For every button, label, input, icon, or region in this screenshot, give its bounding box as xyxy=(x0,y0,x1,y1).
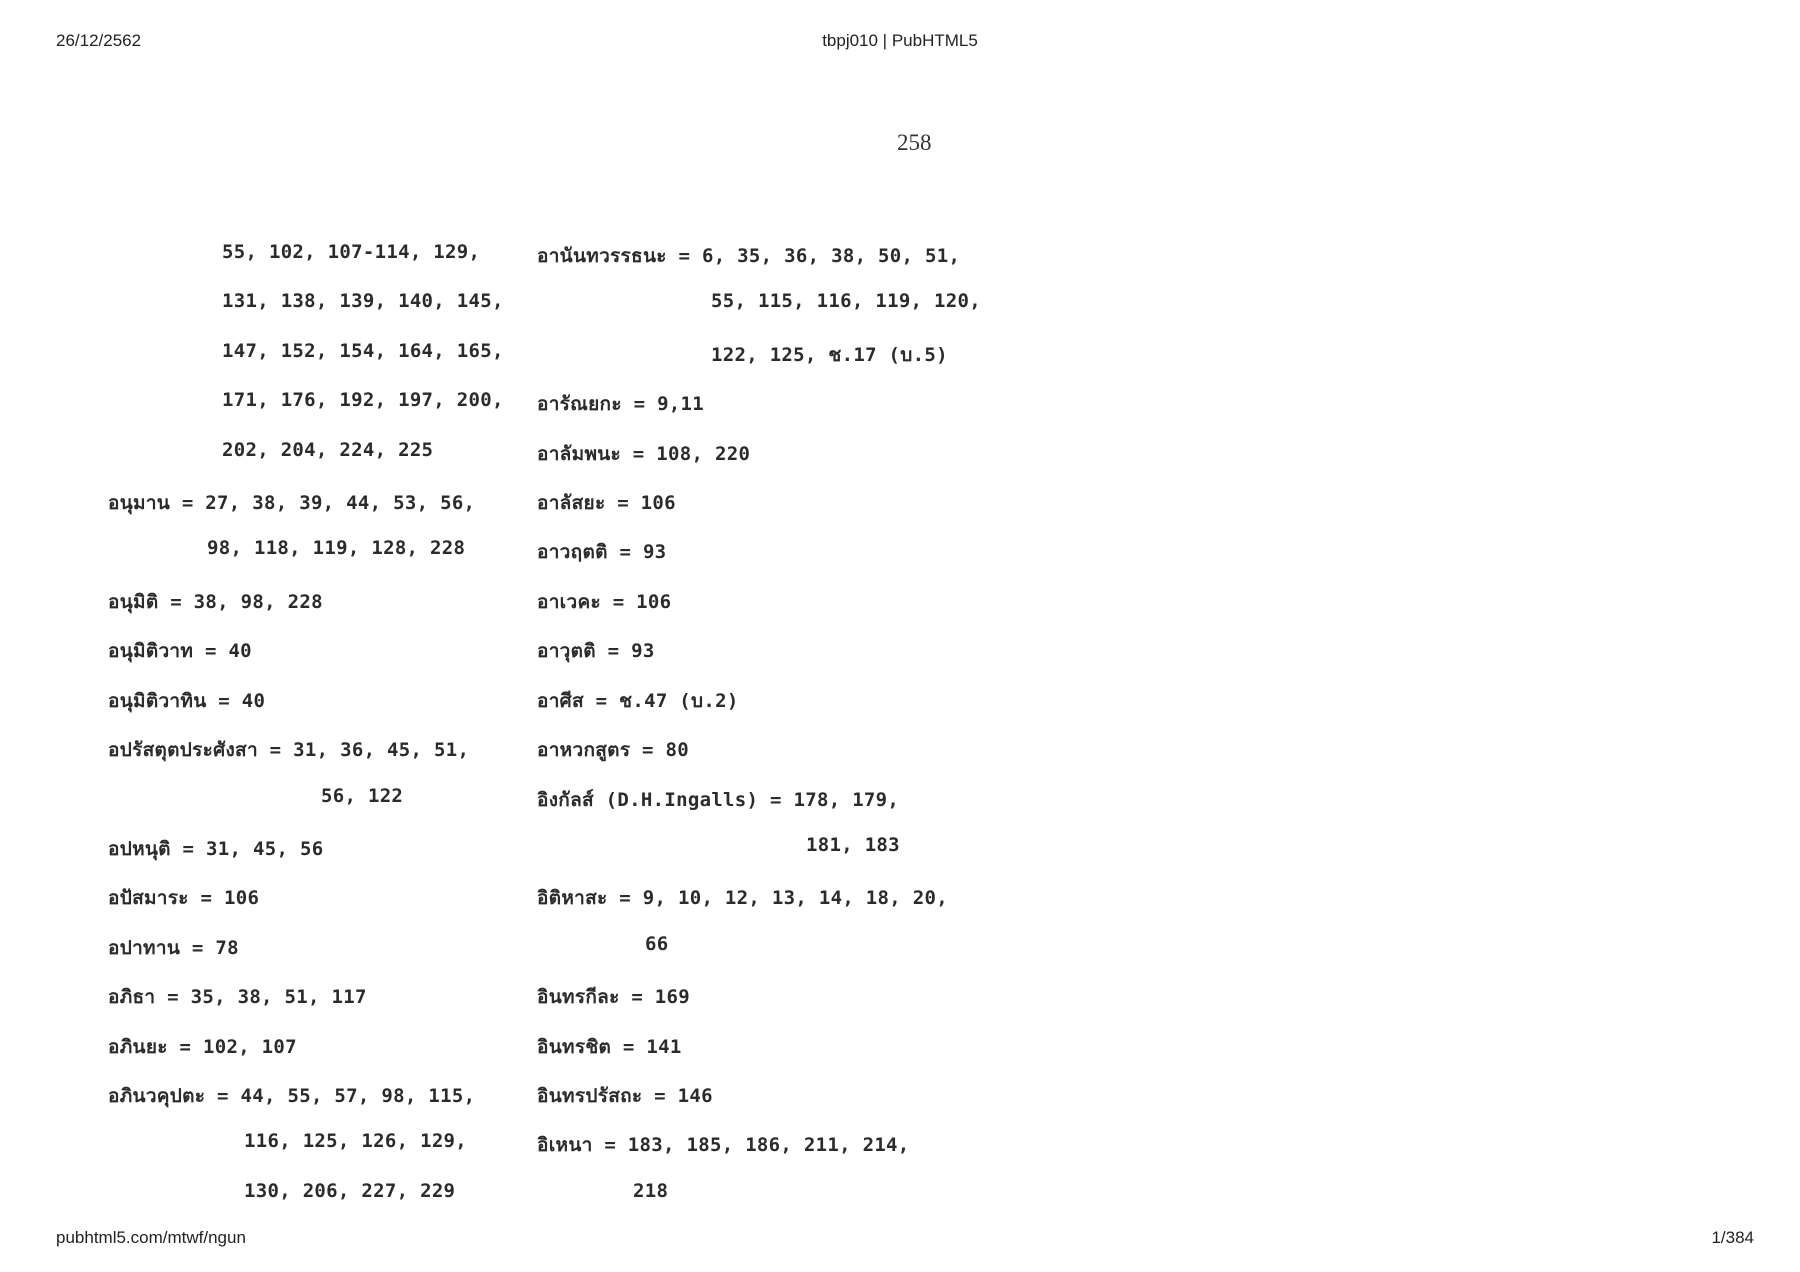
index-line: อาลัสยะ = 106 xyxy=(537,492,676,514)
index-line: 218 xyxy=(633,1180,669,1202)
index-line: อินทรชิต = 141 xyxy=(537,1036,682,1058)
index-line: อปาทาน = 78 xyxy=(108,937,239,959)
index-line: อปัสมาระ = 106 xyxy=(108,887,260,909)
index-line: อิงกัลส์ (D.H.Ingalls) = 178, 179, xyxy=(537,789,900,811)
index-line: อปรัสตุตประศังสา = 31, 36, 45, 51, xyxy=(108,739,470,761)
index-line: 130, 206, 227, 229 xyxy=(244,1180,456,1202)
index-line: 98, 118, 119, 128, 228 xyxy=(207,537,466,559)
index-line: อินทรกีละ = 169 xyxy=(537,986,691,1008)
index-line: อภินวคุปตะ = 44, 55, 57, 98, 115, xyxy=(108,1085,476,1107)
index-line: อาศีส = ช.47 (บ.2) xyxy=(537,690,739,712)
index-line: 202, 204, 224, 225 xyxy=(222,439,434,461)
footer-url[interactable]: pubhtml5.com/mtwf/ngun xyxy=(56,1228,246,1247)
header-title: tbpj010 | PubHTML5 xyxy=(822,31,978,50)
index-line: อารัณยกะ = 9,11 xyxy=(537,393,705,415)
index-line: อนุมิติ = 38, 98, 228 xyxy=(108,591,323,613)
index-line: อาเวคะ = 106 xyxy=(537,591,672,613)
index-line: อาวุตติ = 93 xyxy=(537,640,655,662)
index-line: 171, 176, 192, 197, 200, xyxy=(222,389,504,411)
header-date: 26/12/2562 xyxy=(56,31,142,50)
index-line: อิเหนา = 183, 185, 186, 211, 214, xyxy=(537,1134,910,1156)
index-line: 55, 102, 107-114, 129, xyxy=(222,241,481,263)
index-line: อภินยะ = 102, 107 xyxy=(108,1036,297,1058)
index-line: 122, 125, ช.17 (บ.5) xyxy=(711,344,948,366)
footer-page-counter: 1/384 xyxy=(1711,1228,1754,1247)
index-line: อาวฤตติ = 93 xyxy=(537,541,667,563)
index-line: อินทรปรัสถะ = 146 xyxy=(537,1085,713,1107)
index-line: อานันทวรรธนะ = 6, 35, 36, 38, 50, 51, xyxy=(537,245,961,267)
page-number: 258 xyxy=(897,130,932,155)
index-line: 56, 122 xyxy=(321,785,404,807)
index-line: อาลัมพนะ = 108, 220 xyxy=(537,443,751,465)
index-line: อนุมิติวาทิน = 40 xyxy=(108,690,266,712)
index-line: อาหวกสูตร = 80 xyxy=(537,739,690,761)
index-line: 66 xyxy=(645,933,669,955)
index-line: อิติหาสะ = 9, 10, 12, 13, 14, 18, 20, xyxy=(537,887,948,909)
index-line: 116, 125, 126, 129, xyxy=(244,1130,468,1152)
index-line: อนุมิติวาท = 40 xyxy=(108,640,252,662)
index-line: อปหนุติ = 31, 45, 56 xyxy=(108,838,324,860)
index-line: 131, 138, 139, 140, 145, xyxy=(222,290,504,312)
index-line: 181, 183 xyxy=(806,834,900,856)
index-line: 55, 115, 116, 119, 120, xyxy=(711,290,981,312)
index-line: อนุมาน = 27, 38, 39, 44, 53, 56, xyxy=(108,492,476,514)
index-line: 147, 152, 154, 164, 165, xyxy=(222,340,504,362)
index-line: อภิธา = 35, 38, 51, 117 xyxy=(108,986,367,1008)
